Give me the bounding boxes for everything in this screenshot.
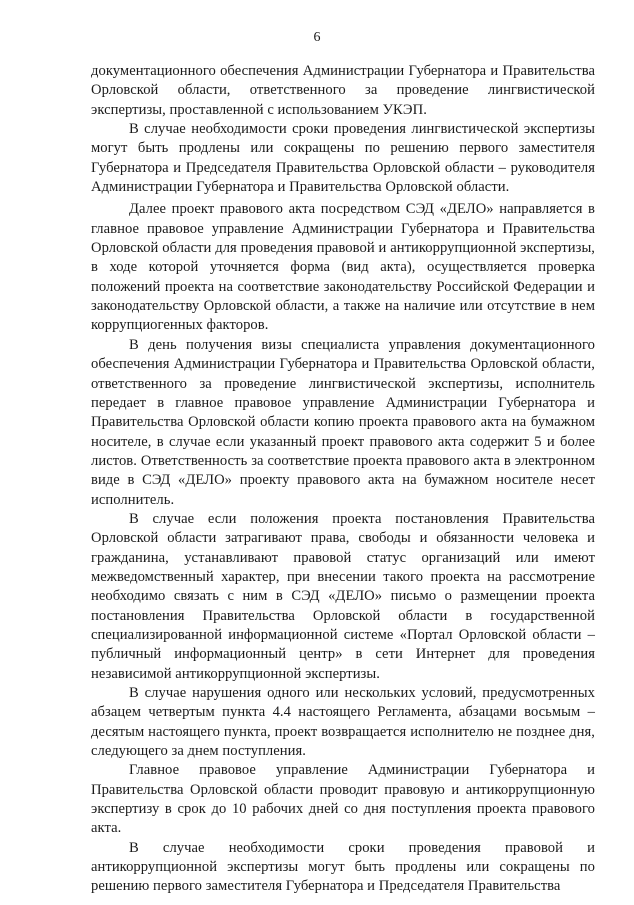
paragraph-continuation: документационного обеспечения Администрации Губернатора и Правительства Орловской области, ответственного за проведение лингвистической экспертизы, проставленной с использованием УКЭП. — [91, 63, 595, 118]
paragraph: В случае необходимости сроки проведения правовой и антикоррупционной экспертизы могут быть продлены или сокращены по решению первого заместителя Губернатора и Председателя Правительства — [91, 839, 595, 895]
paragraph: Главное правовое управление Администрации Губернатора и Правительства Орловской области проводит правовую и антикоррупционную экспертизу в срок до 10 рабочих дней со дня поступления проекта правового акта. — [91, 762, 595, 837]
document-body — [91, 62, 595, 897]
paragraph: В день получения визы специалиста управления документационного обеспечения Администрации Губернатора и Правительства Орловской области, ответственного за проведение лингвистической экспертизы, исполнитель передает в главное правовое управление Администрации Губернатора и Правительства Орловской области копию проекта правового акта на бумажном носителе, в случае если указанный проект правового акта содержит 5 и более листов. Ответственность за соответствие проекта правового акта в электронном виде в СЭД «ДЕЛО» проекту правового акта на бумажном носителе несет исполнитель. — [91, 336, 595, 508]
page-number: 6 — [313, 30, 321, 45]
paragraph: В случае если положения проекта постановления Правительства Орловской области затрагивают права, свободы и обязанности человека и гражданина, устанавливают правовой статус организаций или имеют межведомственный характер, при внесении такого проекта на рассмотрение необходимо связать с ним в СЭД «ДЕЛО» письмо о размещении проекта постановления Правительства Орловской области в государственной специализированной информационной системе «Портал Орловской области – публичный информационный центр» в сети Интернет для проведения независимой антикоррупционной экспертизы. — [91, 510, 595, 682]
paragraph: Далее проект правового акта посредством СЭД «ДЕЛО» направляется в главное правовое управление Администрации Губернатора и Правительства Орловской области для проведения правовой и антикоррупционной экспертизы, в ходе которой уточняется форма (вид акта), осуществляется проверка положений проекта на соответствие законодательству Российской Федерации и законодательству Орловской области, а также на наличие или отсутствие в нем коррупциогенных факторов. — [91, 201, 595, 334]
paragraph: В случае нарушения одного или нескольких условий, предусмотренных абзацем четвертым пункта 4.4 настоящего Регламента, абзацами восьмым – десятым настоящего пункта, проект возвращается исполнителю не позднее дня, следующего за днем поступления. — [91, 685, 595, 760]
paragraph: В случае необходимости сроки проведения лингвистической экспертизы могут быть продлены или сокращены по решению первого заместителя Губернатора и Председателя Правительства Орловской области – руководителя Администрации Губернатора и Правительства Орловской области. — [91, 121, 595, 196]
